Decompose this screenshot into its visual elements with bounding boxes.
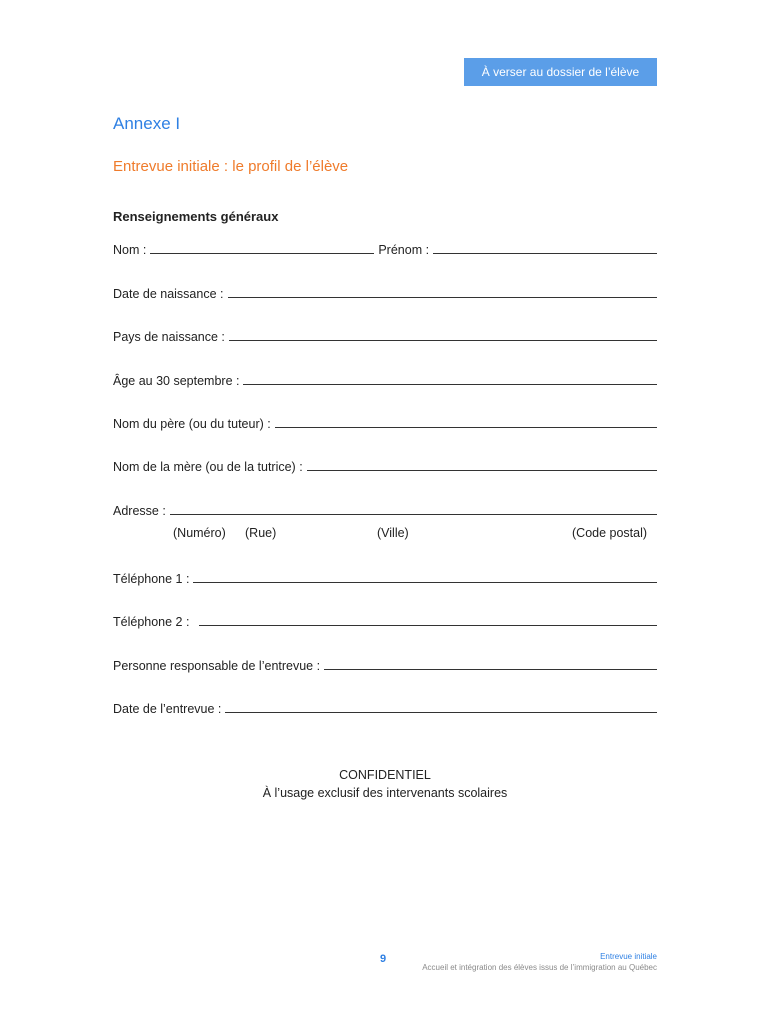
age-label: Âge au 30 septembre : bbox=[113, 374, 240, 388]
pays-naissance-label: Pays de naissance : bbox=[113, 330, 225, 344]
mere-field[interactable] bbox=[307, 470, 657, 471]
pere-label: Nom du père (ou du tuteur) : bbox=[113, 417, 271, 431]
confidential-title: CONFIDENTIEL bbox=[339, 768, 431, 782]
footer-document-title: Accueil et intégration des élèves issus de l’immigration au Québec bbox=[422, 963, 657, 972]
age-row bbox=[113, 370, 657, 388]
section-title: Renseignements généraux bbox=[113, 209, 279, 224]
telephone2-label: Téléphone 2 : bbox=[113, 615, 190, 629]
adresse-row bbox=[113, 500, 657, 518]
responsable-field[interactable] bbox=[324, 669, 657, 670]
date-naissance-row bbox=[113, 283, 657, 301]
mere-row bbox=[113, 456, 657, 474]
responsable-label: Personne responsable de l’entrevue : bbox=[113, 659, 321, 673]
pays-naissance-row bbox=[113, 326, 657, 344]
nom-field[interactable] bbox=[150, 253, 374, 254]
footer-section: Entrevue initiale bbox=[600, 952, 657, 961]
telephone1-label: Téléphone 1 : bbox=[113, 572, 190, 586]
adresse-field[interactable] bbox=[170, 514, 657, 515]
annex-title: Annexe I bbox=[113, 114, 181, 133]
confidential-note: À l’usage exclusif des intervenants scolaires bbox=[262, 786, 508, 800]
adresse-ville-hint: (Ville) bbox=[377, 526, 409, 540]
responsable-row bbox=[113, 655, 657, 673]
telephone1-field[interactable] bbox=[193, 582, 657, 583]
page-subtitle: Entrevue initiale : le profil de l’élève bbox=[113, 158, 349, 175]
prenom-field[interactable] bbox=[433, 253, 657, 254]
telephone2-field[interactable] bbox=[199, 625, 657, 626]
age-field[interactable] bbox=[243, 384, 657, 385]
adresse-label: Adresse : bbox=[113, 504, 166, 518]
mere-label: Nom de la mère (ou de la tutrice) : bbox=[113, 460, 303, 474]
nom-label: Nom : bbox=[113, 243, 147, 257]
nom-prenom-row bbox=[113, 239, 657, 257]
adresse-code-postal-hint: (Code postal) bbox=[572, 526, 648, 540]
telephone2-row bbox=[113, 611, 657, 629]
prenom-label: Prénom : bbox=[378, 243, 430, 257]
pere-field[interactable] bbox=[275, 427, 657, 428]
pere-row bbox=[113, 413, 657, 431]
date-entrevue-row bbox=[113, 698, 657, 716]
adresse-rue-hint: (Rue) bbox=[245, 526, 277, 540]
date-naissance-field[interactable] bbox=[228, 297, 658, 298]
page-number: 9 bbox=[380, 953, 387, 965]
date-naissance-label: Date de naissance : bbox=[113, 287, 224, 301]
telephone1-row bbox=[113, 568, 657, 586]
date-entrevue-field[interactable] bbox=[225, 712, 657, 713]
adresse-numero-hint: (Numéro) bbox=[173, 526, 226, 540]
dossier-badge: À verser au dossier de l’élève bbox=[464, 58, 657, 86]
pays-naissance-field[interactable] bbox=[229, 340, 657, 341]
date-entrevue-label: Date de l’entrevue : bbox=[113, 702, 222, 716]
